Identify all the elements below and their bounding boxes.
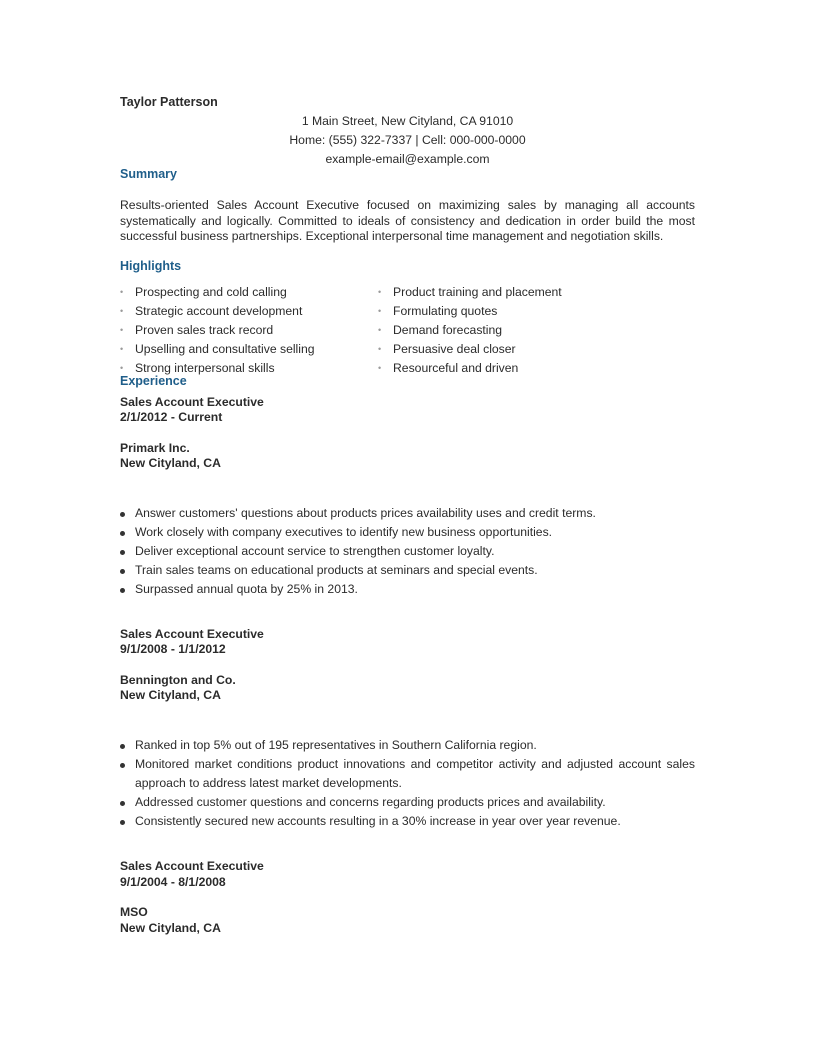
bullet-icon [120,801,125,806]
job-title: Sales Account Executive [120,627,264,641]
highlight-item: • Strong interpersonal skills [120,359,360,378]
job-duties-list [120,504,695,599]
list-item: Ranked in top 5% out of 195 representatives in Southern California region. [120,736,695,755]
bullet-icon: • [120,306,124,316]
bullet-icon [120,512,125,517]
job-dates: 9/1/2004 - 8/1/2008 [120,875,226,889]
bullet-icon: • [378,363,382,373]
bullet-icon: • [120,325,124,335]
contact-address: 1 Main Street, New Cityland, CA 91010 [301,114,514,128]
job-duties-list [120,736,695,831]
bullet-icon [120,763,125,768]
highlight-item: • Proven sales track record [120,321,360,340]
job-dates: 9/1/2008 - 1/1/2012 [120,642,226,656]
list-item: Deliver exceptional account service to strengthen customer loyalty. [120,542,695,561]
list-item: Surpassed annual quota by 25% in 2013. [120,580,695,599]
job-title: Sales Account Executive [120,395,264,409]
highlight-item: • Resourceful and driven [378,359,638,378]
highlights-heading: Highlights [120,259,182,273]
bullet-icon [120,744,125,749]
job-location: New Cityland, CA [120,688,221,702]
bullet-icon [120,820,125,825]
job-location: New Cityland, CA [120,921,221,935]
bullet-icon: • [120,344,124,354]
job-dates: 2/1/2012 - Current [120,410,223,424]
highlight-item: • Strategic account development [120,302,360,321]
highlight-item: • Prospecting and cold calling [120,283,360,302]
list-item: Addressed customer questions and concerns regarding products prices and availability. [120,793,695,812]
job-location: New Cityland, CA [120,456,221,470]
highlight-item: • Demand forecasting [378,321,638,340]
job-company: Bennington and Co. [120,673,236,687]
candidate-name: Taylor Patterson [120,95,218,109]
list-item: Monitored market conditions product innovations and competitor activity and adjusted account sales approach to address latest market developments. [120,755,695,793]
bullet-icon [120,588,125,593]
bullet-icon: • [378,325,382,335]
bullet-icon: • [120,287,124,297]
highlights-right-list [378,283,638,378]
list-item: Work closely with company executives to identify new business opportunities. [120,523,695,542]
bullet-icon: • [378,344,382,354]
bullet-icon [120,569,125,574]
job-company: Primark Inc. [120,441,190,455]
highlight-item: • Persuasive deal closer [378,340,638,359]
highlight-item: • Upselling and consultative selling [120,340,360,359]
job-title: Sales Account Executive [120,859,264,873]
bullet-icon [120,550,125,555]
contact-email: example-email@example.com [325,152,490,166]
job-company: MSO [120,905,148,919]
list-item: Answer customers' questions about products prices availability uses and credit terms. [120,504,695,523]
list-item: Train sales teams on educational products at seminars and special events. [120,561,695,580]
summary-text: Results-oriented Sales Account Executive focused on maximizing sales by managing all accounts systematically and logically. Committed to ideals of consistency and dedication in order build the most successful business partnerships. Exceptional interpersonal time management and negotiation skills. [120,198,695,243]
experience-heading: Experience [120,374,187,388]
highlights-left-list [120,283,360,378]
contact-phones: Home: (555) 322-7337 | Cell: 000-000-0000 [289,133,526,147]
summary-heading: Summary [120,167,177,181]
bullet-icon: • [120,363,124,373]
bullet-icon: • [378,306,382,316]
highlight-item: • Formulating quotes [378,302,638,321]
list-item: Consistently secured new accounts resulting in a 30% increase in year over year revenue. [120,812,695,831]
highlight-item: • Product training and placement [378,283,638,302]
bullet-icon [120,531,125,536]
bullet-icon: • [378,287,382,297]
